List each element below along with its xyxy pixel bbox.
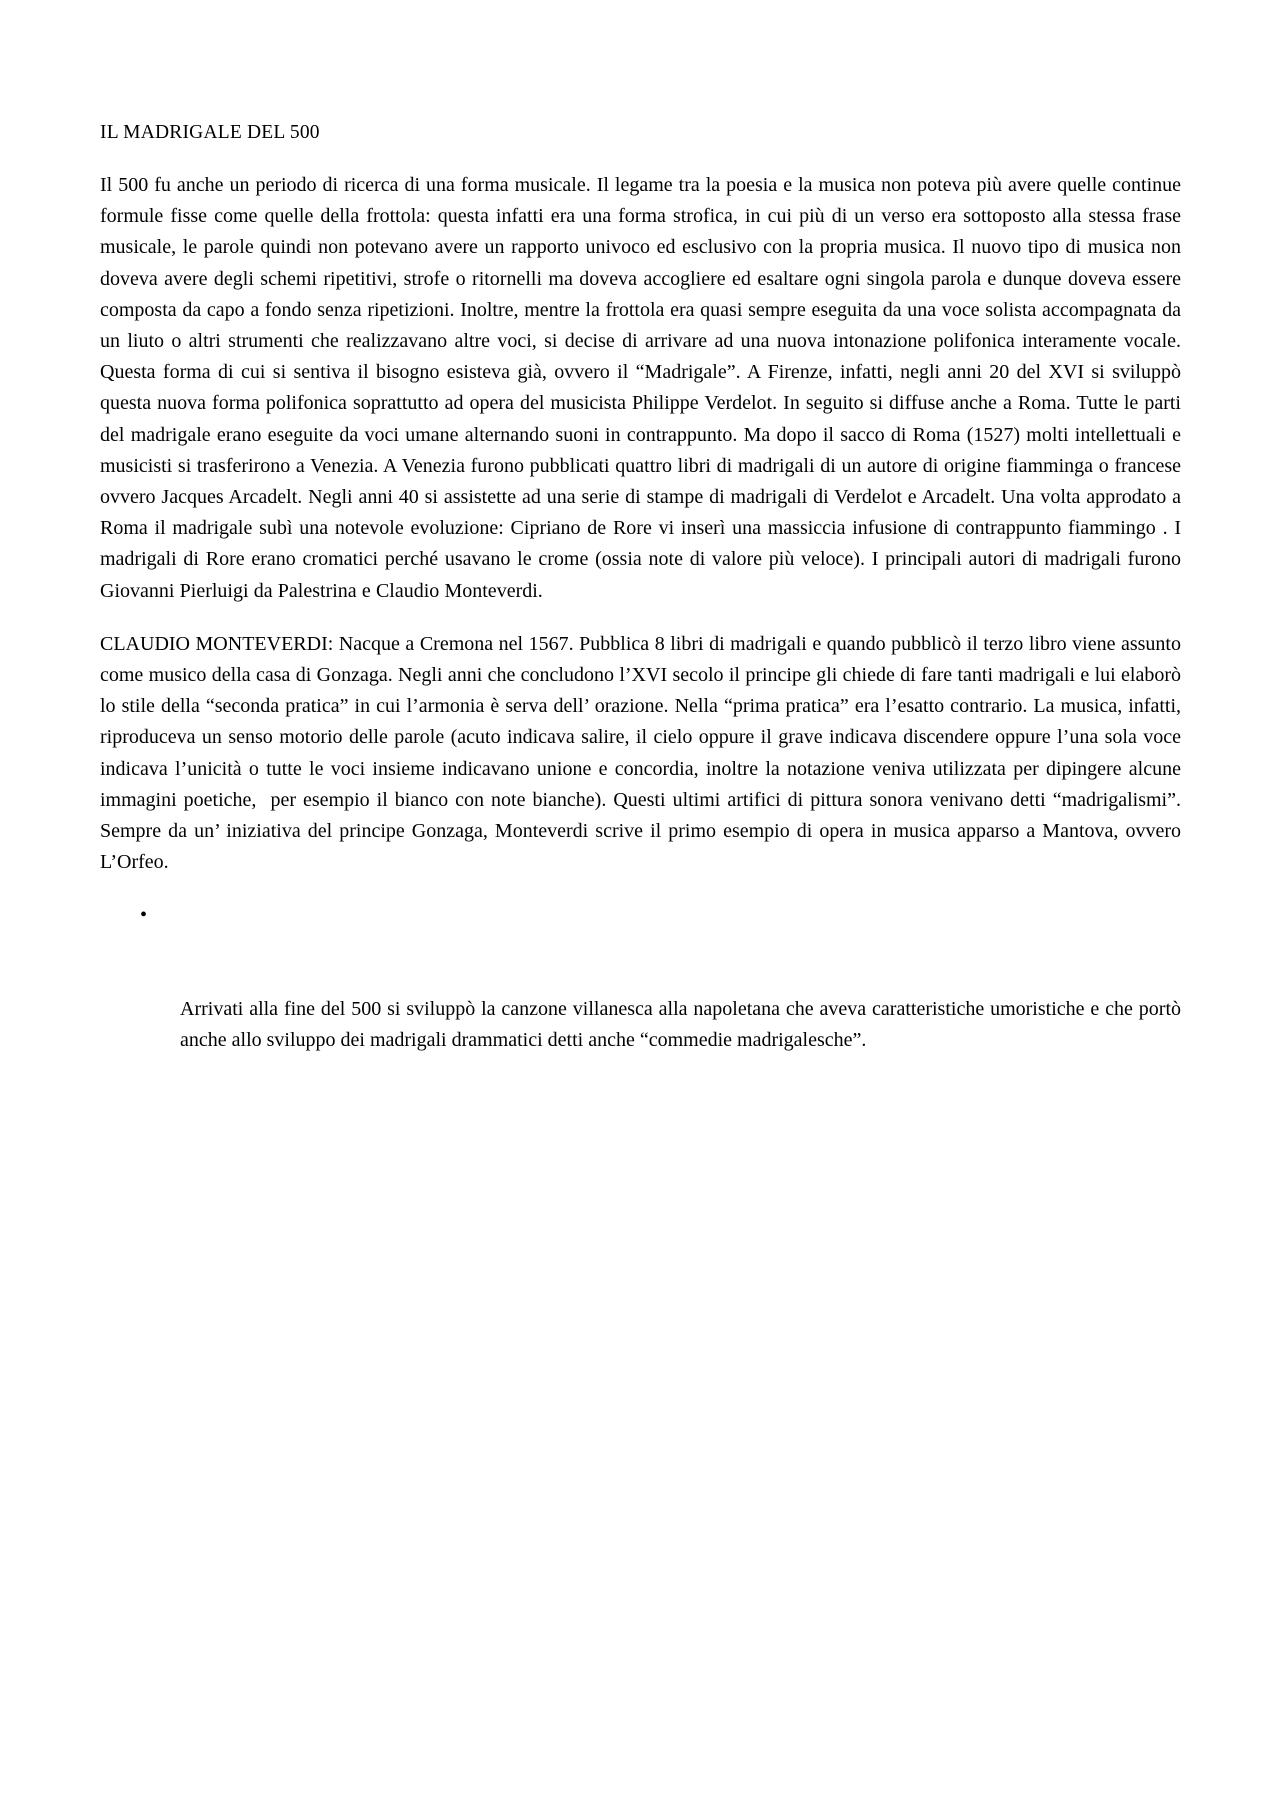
document-content	[100, 118, 1187, 1119]
paragraph-claudio-monteverdi: CLAUDIO MONTEVERDI: Nacque a Cremona nel 1567. Pubblica 8 libri di madrigali e quando pubblicò il terzo libro viene assunto come musico della casa di Gonzaga. Negli anni che concludono l’XVI secolo il principe gli chiede di fare tanti madrigali e lui elaborò lo stile della “seconda pratica” in cui l’armonia è serva dell’ orazione. Nella “prima pratica” era l’esatto contrario. La musica, infatti, riproduceva un senso motorio delle parole (acuto indicava salire, il cielo oppure il grave indicava discendere oppure l’una sola voce indicava l’unicità o tutte le voci insieme indicavano unione e concordia, inoltre la notazione veniva utilizzata per dipingere alcune immagini poetiche, per esempio il bianco con note bianche). Questi ultimi artifici di pittura sonora venivano detti “madrigalismi”. Sempre da un’ iniziativa del principe Gonzaga, Monteverdi scrive il primo esempio di opera in musica apparso a Mantova, ovvero L’Orfeo.	[100, 632, 1187, 874]
page-title: IL MADRIGALE DEL 500	[100, 122, 320, 143]
bullet-marker-icon: •	[140, 904, 148, 927]
list-item-text: Arrivati alla fine del 500 si sviluppò la canzone villanesca alla napoletana che aveva caratteristiche umoristiche e che portò anche allo sviluppo dei madrigali drammatici detti anche “commedie madrigalesche”.	[180, 998, 1186, 1052]
bullet-list	[100, 900, 1186, 1118]
paragraph-madrigale-overview: Il 500 fu anche un periodo di ricerca di una forma musicale. Il legame tra la poesia e la musica non poteva più avere quelle continue formule fisse come quelle della frottola: questa infatti era una forma strofica, in cui più di un verso era sottoposto alla stessa frase musicale, le parole quindi non potevano avere un rapporto univoco ed esclusivo con la propria musica. Il nuovo tipo di musica non doveva avere degli schemi ripetitivi, strofe o ritornelli ma doveva accogliere ed esaltare ogni singola parola e dunque doveva essere composta da capo a fondo senza ripetizioni. Inoltre, mentre la frottola era quasi sempre eseguita da una voce solista accompagnata da un liuto o altri strumenti che realizzavano altre voci, si decise di arrivare ad una nuova intonazione polifonica interamente vocale. Questa forma di cui si sentiva il bisogno esisteva già, ovvero il “Madrigale”. A Firenze, infatti, negli anni 20 del XVI si sviluppò questa nuova forma polifonica soprattutto ad opera del musicista Philippe Verdelot. In seguito si diffuse anche a Roma. Tutte le parti del madrigale erano eseguite da voci umane alternando suoni in contrappunto. Ma dopo il sacco di Roma (1527) molti intellettuali e musicisti si trasferirono a Venezia. A Venezia furono pubblicati quattro libri di madrigali di un autore di origine fiamminga o francese ovvero Jacques Arcadelt. Negli anni 40 si assistette ad una serie di stampe di madrigali di Verdelot e Arcadelt. Una volta approdato a Roma il madrigale subì una notevole evoluzione: Cipriano de Rore vi inserì una massiccia infusione di contrappunto fiammingo . I madrigali di Rore erano cromatici perché usavano le crome (ossia note di valore più veloce). I principali autori di madrigali furono Giovanni Pierluigi da Palestrina e Claudio Monteverdi.	[100, 174, 1187, 602]
list-item	[100, 900, 1186, 1118]
